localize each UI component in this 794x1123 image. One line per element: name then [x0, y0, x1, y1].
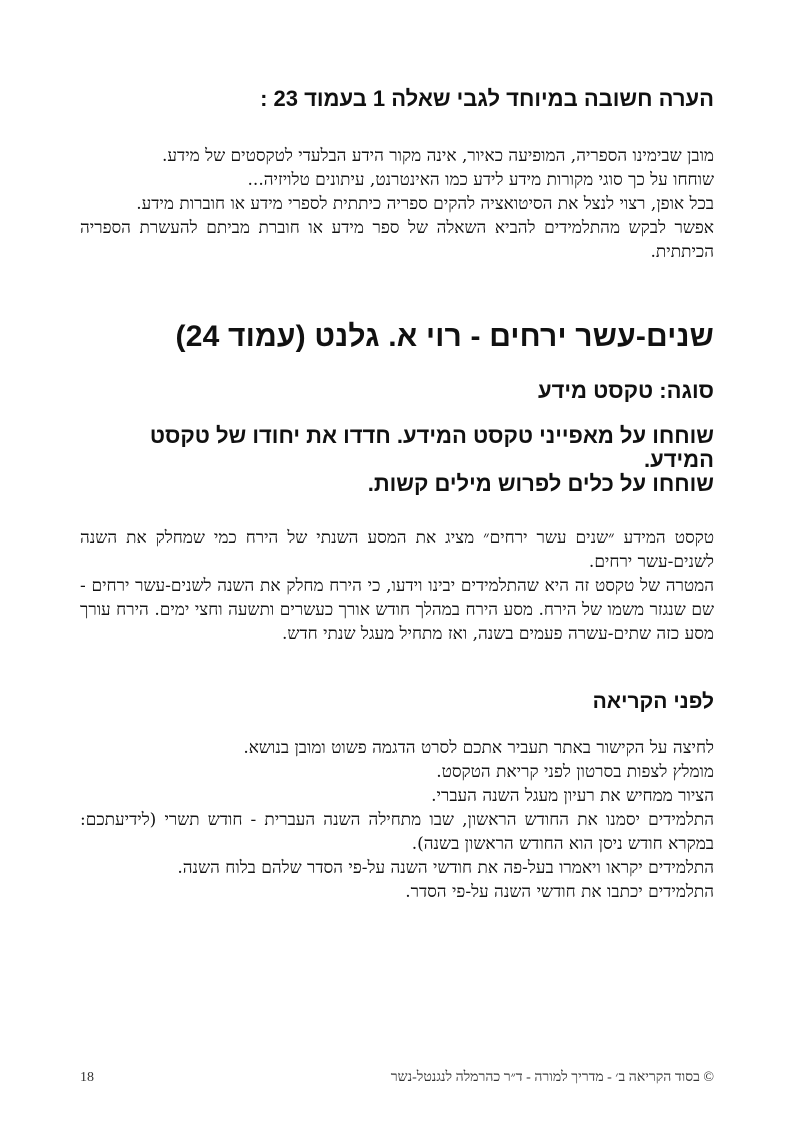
discussion-task: שוחחו על כלים לפרוש מילים קשות. — [367, 471, 714, 496]
before-reading-body — [80, 736, 714, 904]
note-paragraph: שוחחו על כך סוגי מקורות מידע לידע כמו האינטרנט, עיתונים טלויזיה... — [247, 170, 714, 190]
description-paragraph: טקסט המידע ״שנים עשר ירחים״ מציג את המסע השנתי של הירח כמי שמחלק את השנה לשנים-עשר ירחים. — [80, 528, 714, 572]
note-paragraph: בכל אופן, רצוי לנצל את הסיטואציה להקים ספריה כיתתית לספרי מידע או חוברות מידע. — [136, 194, 714, 214]
before-reading-paragraph: התלמידים יכתבו את חודשי השנה על-פי הסדר. — [405, 882, 714, 902]
before-reading-paragraph: לחיצה על הקישור באתר תעביר אתכם לסרט הדגמה פשוט ומובן בנושא. — [243, 738, 714, 758]
description-paragraph: המטרה של טקסט זה היא שהתלמידים יבינו וידעו, כי הירח מחלק את השנה לשנים-עשר ירחים - שם שנגזר משמו של הירח. מסע הירח במהלך חודש אורך כעשרים ותשעה וחצי ימים. הירח עורך מסע כזה שתים-עשרה פעמים בשנה, ואז מתחיל מעגל שנתי חדש. — [80, 576, 714, 644]
before-reading-paragraph: התלמידים יסמנו את החודש הראשון, שבו מתחילה השנה העברית - חודש תשרי (לידיעתכם: במקרא חודש ניסן הוא החודש הראשון בשנה). — [80, 810, 714, 854]
discussion-tasks — [80, 424, 714, 496]
text-description — [80, 526, 714, 646]
before-reading-paragraph: מומלץ לצפות בסרטון לפני קריאת הטקסט. — [436, 762, 714, 782]
note-heading: הערה חשובה במיוחד לגבי שאלה 1 בעמוד 23 : — [260, 86, 714, 111]
note-body — [80, 144, 714, 264]
section-title: שנים-עשר ירחים - רוי א. גלנט (עמוד 24) — [175, 320, 714, 353]
discussion-task: שוחחו על מאפייני טקסט המידע. חדדו את יחודו של טקסט המידע. — [149, 423, 714, 472]
note-paragraph: אפשר לבקש מהתלמידים להביא השאלה של ספר מידע או חוברת מביתם להעשרת הספריה הכיתתית. — [80, 218, 714, 262]
genre-label: סוגה: טקסט מידע — [538, 378, 714, 403]
page-footer — [80, 1070, 714, 1086]
before-reading-heading: לפני הקריאה — [592, 690, 714, 713]
note-paragraph: מובן שבימינו הספריה, המופיעה כאיור, אינה מקור הידע הבלעדי לטקסטים של מידע. — [162, 146, 714, 166]
page-number: 18 — [80, 1070, 94, 1085]
before-reading-paragraph: הציור ממחיש את רעיון מעגל השנה העברי. — [431, 786, 714, 806]
footer-credit: © בסוד הקריאה ב׳ - מדריך למורה - ד״ר כהרמלה לנגנטל-נשר — [390, 1070, 714, 1085]
before-reading-paragraph: התלמידים יקראו ויאמרו בעל-פה את חודשי השנה על-פי הסדר שלהם בלוח השנה. — [177, 858, 714, 878]
page-content — [80, 86, 714, 904]
